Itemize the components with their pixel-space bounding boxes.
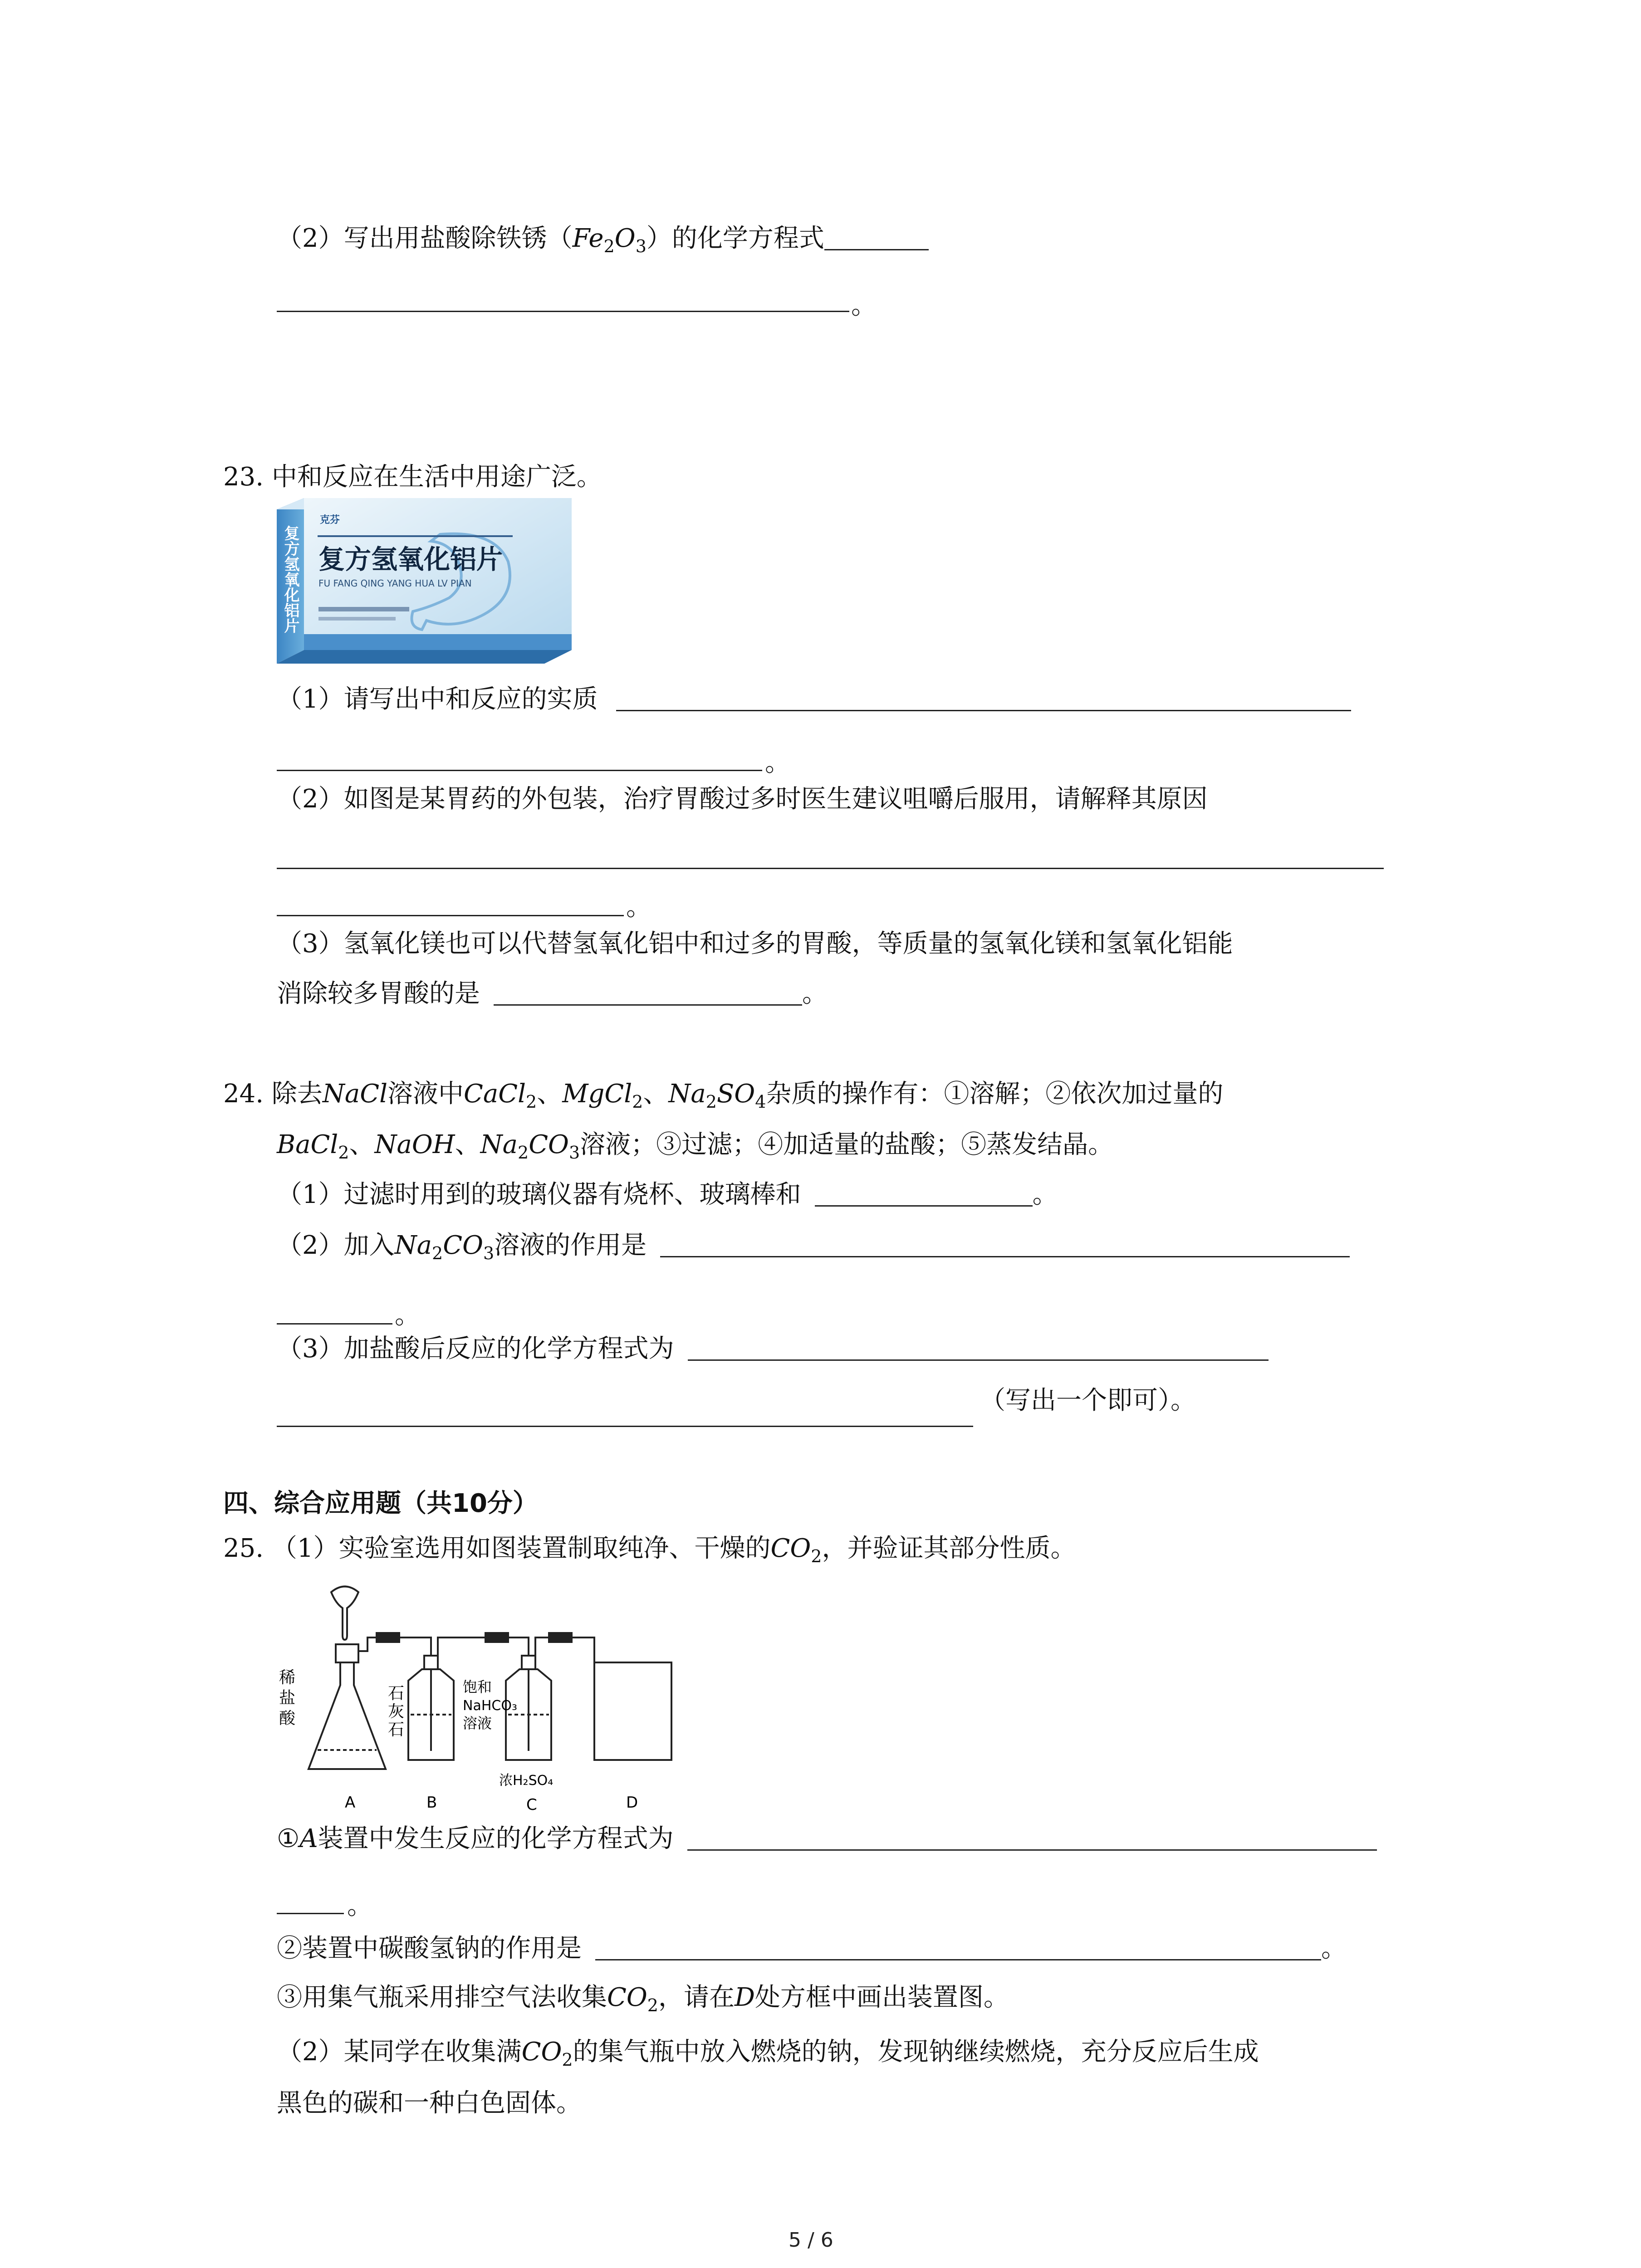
q22-answer-line[interactable] [277,311,849,312]
q25-part2-line2: 黑色的碳和一种白色固体。 [277,2088,582,2118]
q23-stem: 23. 中和反应在生活中用途广泛。 [223,462,602,492]
medicine-box-image [277,498,572,670]
label-stone-1: 石 [388,1684,405,1703]
q25-c1-end: 。 [347,1891,372,1921]
q24-stem-line1: 24. 除去NaCl溶液中CaCl$_2$、MgCl$_2$、$Na_2SO_4$杂质的操作有：①溶解；②依次加过量的 [223,1079,1224,1112]
label-stone-3: 石 [388,1721,405,1739]
medicine-side-label: 复方氢氧化铝片 [281,525,299,633]
label-acid-2: 盐 [279,1689,296,1707]
q25-c1: ①A装置中发生反应的化学方程式为 [277,1823,1377,1854]
q24-stem-line2: BaCl$_2$、NaOH、$Na_2CO_3$溶液；③过滤；④加适量的盐酸；⑤蒸发结晶。 [277,1130,1114,1163]
q24-part3: （3）加盐酸后反应的化学方程式为 [277,1334,1269,1364]
label-nahco3-1: 饱和 [463,1678,492,1696]
q24-part2: （2）加入$Na_2CO_3$溶液的作用是 [277,1230,1350,1261]
label-h2so4: 浓H₂SO₄ [499,1773,554,1789]
q23-p1-end: 。 [765,748,790,777]
q25-stem: 25. （1）实验室选用如图装置制取纯净、干燥的$CO_2$，并验证其部分性质。 [223,1534,1076,1566]
q23-part3-line2: 消除较多胃酸的是 。 [277,979,828,1008]
label-stone-2: 灰 [388,1702,405,1721]
q24-p3-line[interactable] [277,1426,973,1427]
q23-p1-line[interactable] [277,770,762,771]
q24-part1: （1）过滤时用到的玻璃仪器有烧杯、玻璃棒和 。 [277,1180,1058,1209]
q22-part2: （2）写出用盐酸除铁锈$(Fe_2O_3)$的化学方程式 [277,223,929,254]
q24-p2-line[interactable] [277,1323,392,1325]
q23-part2: （2）如图是某胃药的外包装，治疗胃酸过多时医生建议咀嚼后服用，请解释其原因 [277,784,1208,814]
label-acid-1: 稀 [279,1668,296,1687]
q22-end: 。 [851,291,877,320]
section-4-title: 四、综合应用题（共10分） [223,1489,538,1518]
medicine-name: 复方氢氧化铝片 [318,544,503,575]
q23-part1: （1）请写出中和反应的实质 [277,684,1351,714]
label-acid-3: 酸 [279,1709,296,1728]
apparatus-diagram [272,1579,735,1814]
label-a: A [345,1794,356,1812]
q23-part3-line1: （3）氢氧化镁也可以代替氢氧化铝中和过多的胃酸，等质量的氢氧化镁和氢氧化铝能 [277,929,1233,958]
medicine-pinyin: FU FANG QING YANG HUA LV PIAN [318,578,472,589]
q25-c1-line[interactable] [277,1913,344,1914]
label-nahco3-2: NaHCO₃ [463,1698,517,1714]
medicine-brand: 克芬 [320,514,340,526]
label-nahco3-3: 溶液 [463,1715,492,1732]
q25-c3: ③用集气瓶采用排空气法收集$CO_2$，请在D处方框中画出装置图。 [277,1983,1009,2015]
page-number: 5 / 6 [789,2229,833,2252]
q23-p2-line-1[interactable] [277,868,1384,869]
label-d: D [626,1794,638,1812]
q24-p2-end: 。 [395,1300,420,1330]
q24-p3-note: （写出一个即可）。 [980,1386,1196,1415]
q25-c2: ②装置中碳酸氢钠的作用是 。 [277,1934,1347,1963]
label-c: C [526,1796,537,1814]
label-b: B [426,1794,437,1812]
q23-p2-end: 。 [626,892,652,922]
q25-part2-line1: （2）某同学在收集满$CO_2$的集气瓶中放入燃烧的钠，发现钠继续燃烧，充分反应后生成 [277,2037,1259,2070]
q23-p2-line-2[interactable] [277,915,624,916]
